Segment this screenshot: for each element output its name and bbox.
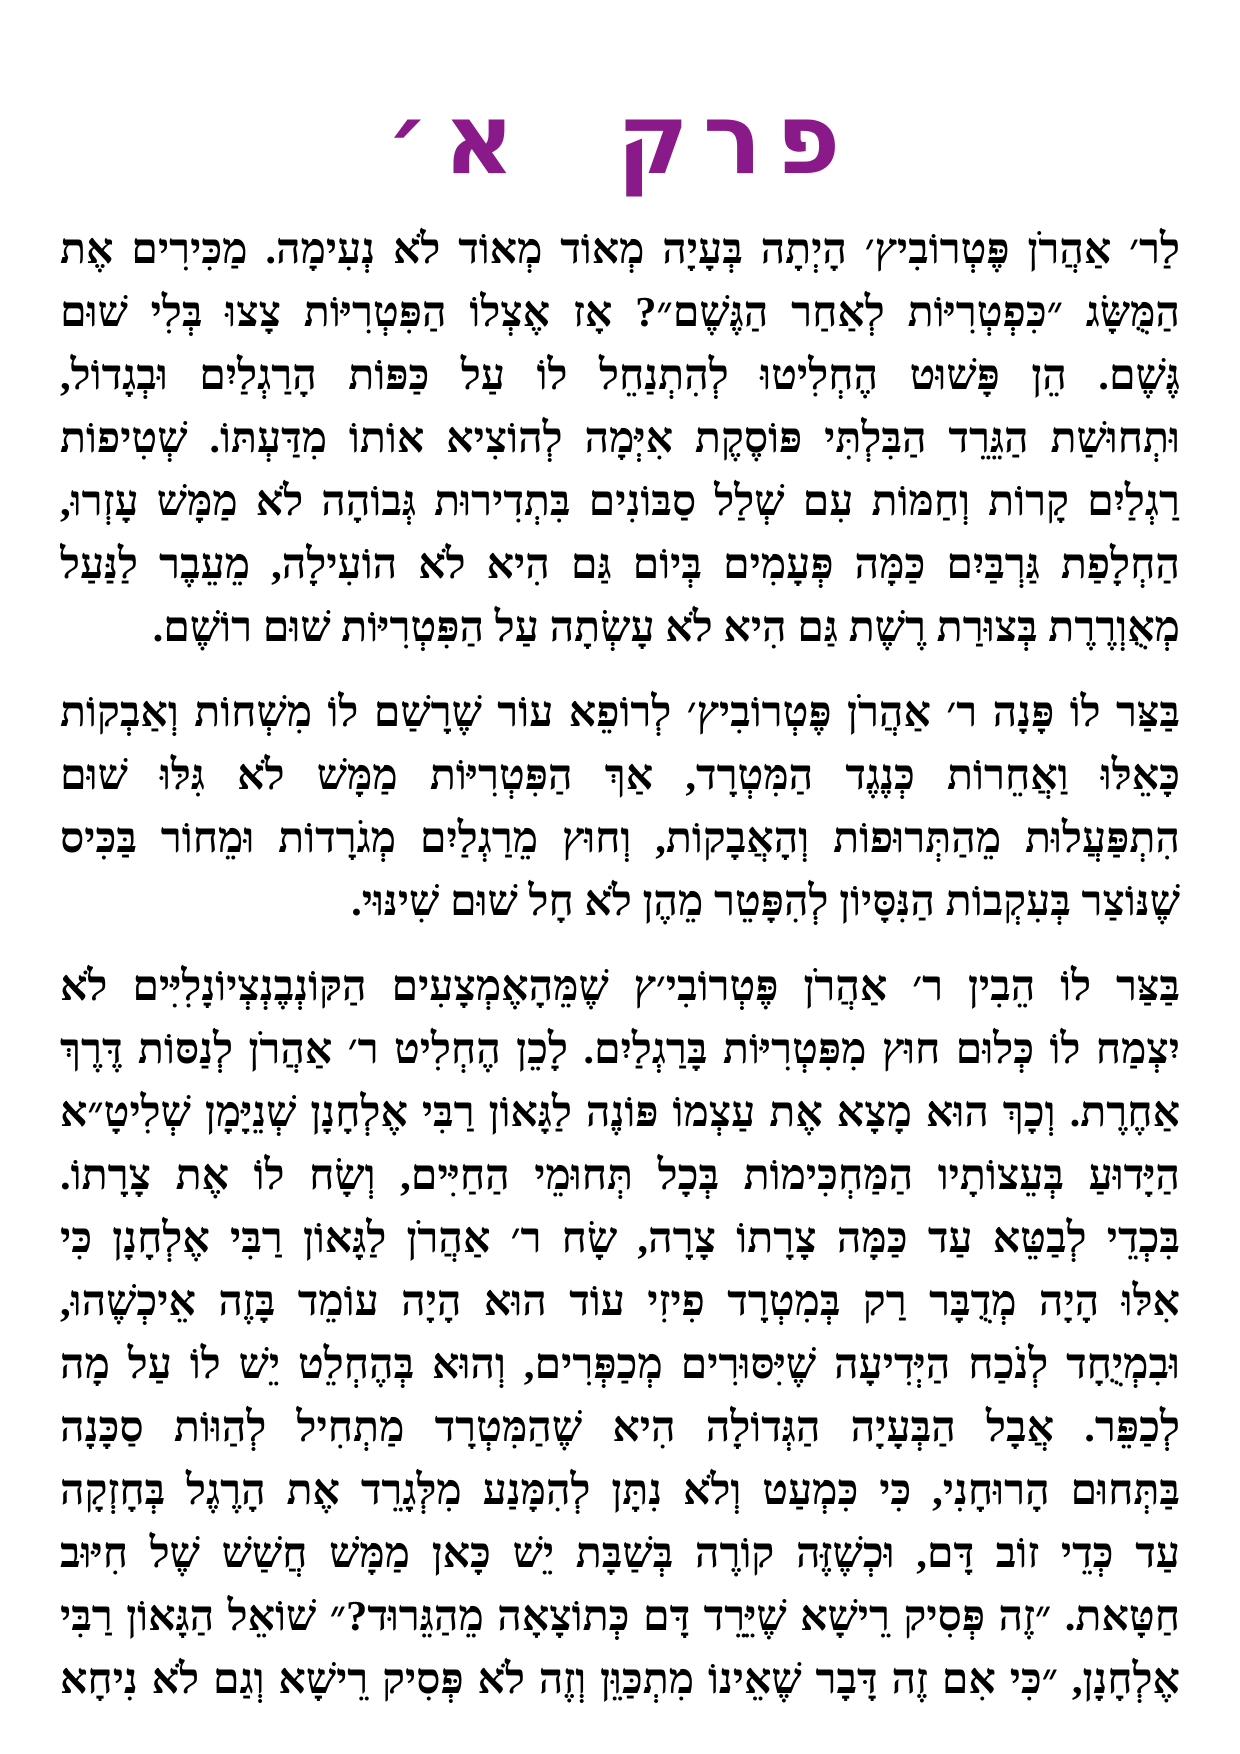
text-line: אֶלְחָנָן, ״כִּי אִם זֶה דָּבָר שֶׁאֵינוֹ מִתְכַּוֵּן וְזֶה לֹא פְּסִיק רֵישָׁא וְגַם לֹא נִיחָא: [60, 1656, 1180, 1703]
text-line: וּתְחוּשַׁת הַגֵּרֵד הַבִּלְתִּי פּוֹסֶקֶת אִיְּמָה לְהוֹצִיא אוֹתוֹ מִדַּעְתּוֹ. שְׁטִיפוֹת: [60, 415, 1180, 462]
text-line: בַּצַּר לוֹ פָּנָה ר׳ אַהֲרֹן פֶּטְרוֹבִיץ׳ לְרוֹפֵא עוֹר שֶׁרָשַׁם לוֹ מִשְׁחוֹת וְאַבְקוֹת: [60, 689, 1180, 736]
text-line: מְאֻוְרֶרֶת בְּצוּרַת רֶשֶׁת גַּם הִיא לֹא עָשְׂתָה עַל הַפִּטְרִיּוֹת שׁוּם רוֹשֶׁם.: [152, 604, 1180, 651]
text-line: יִצְמַח לוֹ כְּלוּם חוּץ מִפִּטְרִיּוֹת בָּרַגְלַיִם. לָכֵן הֶחְלִיט ר׳ אַהֲרֹן לְנַסּוֹת דֶּרֶךְ: [60, 1026, 1180, 1073]
text-line: אַחֶרֶת. וְכָךְ הוּא מָצָא אֶת עַצְמוֹ פּוֹנֶה לַגָּאוֹן רַבִּי אֶלְחָנָן שְׁנֵיָּמָן שְׁלִיטָ״א: [60, 1089, 1180, 1136]
text-line: לַר׳ אַהֲרֹן פֶּטְרוֹבִיץ׳ הָיְתָה בְּעָיָה מְאוֹד מְאוֹד לֹא נְעִימָה. מַכִּירִים אֶת: [60, 226, 1180, 273]
text-line: אִלּוּ הָיָה מְדֻבָּר רַק בְּמִטְרָד פִיזִי עוֹד הוּא הָיָה עוֹמֵד בָּזֶה אֵיכְשֶׁהוּ,: [60, 1278, 1180, 1325]
text-line: לְכַפֵּר. אֲבָל הַבְּעָיָה הַגְּדוֹלָה הִיא שֶׁהַמִּטְרָד מַתְחִיל לְהַוּוֹת סַכָּנָה: [60, 1404, 1180, 1451]
text-line: בִּכְדֵי לְבַטֵּא עַד כַּמָּה צָרָתוֹ צָרָה, שָׂח ר׳ אַהֲרֹן לַגָּאוֹן רַבִּי אֶלְחָנָן כִּי: [60, 1215, 1180, 1262]
text-line: רַגְלַיִם קָרוֹת וְחַמּוֹת עִם שְׁלַל סַבּוֹנִים בִּתְדִירוּת גְּבוֹהָה לֹא מַמָּשׁ עָזְרוּ,: [60, 478, 1180, 525]
text-line: הַמֻּשָּׂג ״כִּפְטְרִיּוֹת לְאַחַר הַגֶּשֶׁם״? אָז אֶצְלוֹ הַפִּטְרִיּוֹת צָצוּ בְּלִי שׁוּם: [60, 289, 1180, 336]
paragraph-1: [60, 218, 1180, 659]
text-line: הִתְפַּעֲלוּת מֵהַתְּרוּפוֹת וְהָאֲבָקוֹת, וְחוּץ מֵרַגְלַיִם מְגֹרָדוֹת וּמֵחוֹר בַּכִּיס: [60, 815, 1180, 862]
text-line: הַחְלָפַת גַּרְבַּיִם כַּמָּה פְּעָמִים בְּיוֹם גַּם הִיא לֹא הוֹעִילָה, מֵעֵבֶר לַנַּעַל: [60, 541, 1180, 588]
text-line: כָּאֵלּוּ וַאֲחֵרוֹת כְּנֶגֶד הַמִּטְרָד, אַךְ הַפִּטְרִיּוֹת מַמָּשׁ לֹא גִּלּוּ שׁוּם: [60, 752, 1180, 799]
text-line: שֶׁנּוֹצַר בְּעִקְבוֹת הַנִּסָּיוֹן לְהִפָּטֵר מֵהֶן לֹא חָל שׁוּם שִׁינּוּי.: [351, 878, 1180, 925]
paragraph-2: [60, 681, 1180, 933]
paragraph-3: [60, 955, 1180, 1711]
text-line: וּבִמְיֻחָד לְנֹכַח הַיְּדִיעָה שֶׁיִּסּוּרִים מְכַפְּרִים, וְהוּא בְּהֶחְלֵט יֵשׁ לוֹ עַל מָה: [60, 1341, 1180, 1388]
text-line: בַּתְּחוּם הָרוּחָנִי, כִּי כִּמְעַט וְלֹא נִתָּן לְהִמָּנַע מִלְּגָרֵד אֶת הָרֶגֶל בְּחָזְקָה: [60, 1467, 1180, 1514]
text-line: הַיָּדוּעַ בְּעֵצוֹתָיו הַמַּחְכִּימוֹת בְּכָל תְּחוּמֵי הַחַיִּים, וְשָׂח לוֹ אֶת צָרָתוֹ.: [60, 1152, 1180, 1199]
chapter-title: פרק א׳: [385, 83, 855, 197]
text-line: גֶּשֶׁם. הֵן פָּשׁוּט הֶחְלִיטוּ לְהִתְנַחֵל לוֹ עַל כַּפּוֹת הָרַגְלַיִם וּבְגָדוֹל,: [60, 352, 1180, 399]
body-text: [60, 218, 1180, 1711]
text-line: עַד כְּדֵי זוֹב דָּם, וּכְשֶׁזֶּה קוֹרֶה בְּשַׁבָּת יֵשׁ כָּאן מַמָּשׁ חֲשַׁשׁ שֶׁל חִיּוּב: [60, 1530, 1180, 1577]
text-line: בַּצַּר לוֹ הֵבִין ר׳ אַהֲרֹן פֶּטְרוֹבִי׳ץ שֶׁמֵּהָאֶמְצָעִים הַקּוֹנְבֶנְצְיוֹנָלִיִּים לֹא: [60, 963, 1180, 1010]
text-line: חַטָּאת. ״זֶה פְּסִיק רֵישָׁא שֶׁיֵּרֵד דָּם כְּתוֹצָאָה מֵהַגֵּרוּד?״ שׁוֹאֵל הַגָּאוֹן רַבִּי: [60, 1593, 1180, 1640]
